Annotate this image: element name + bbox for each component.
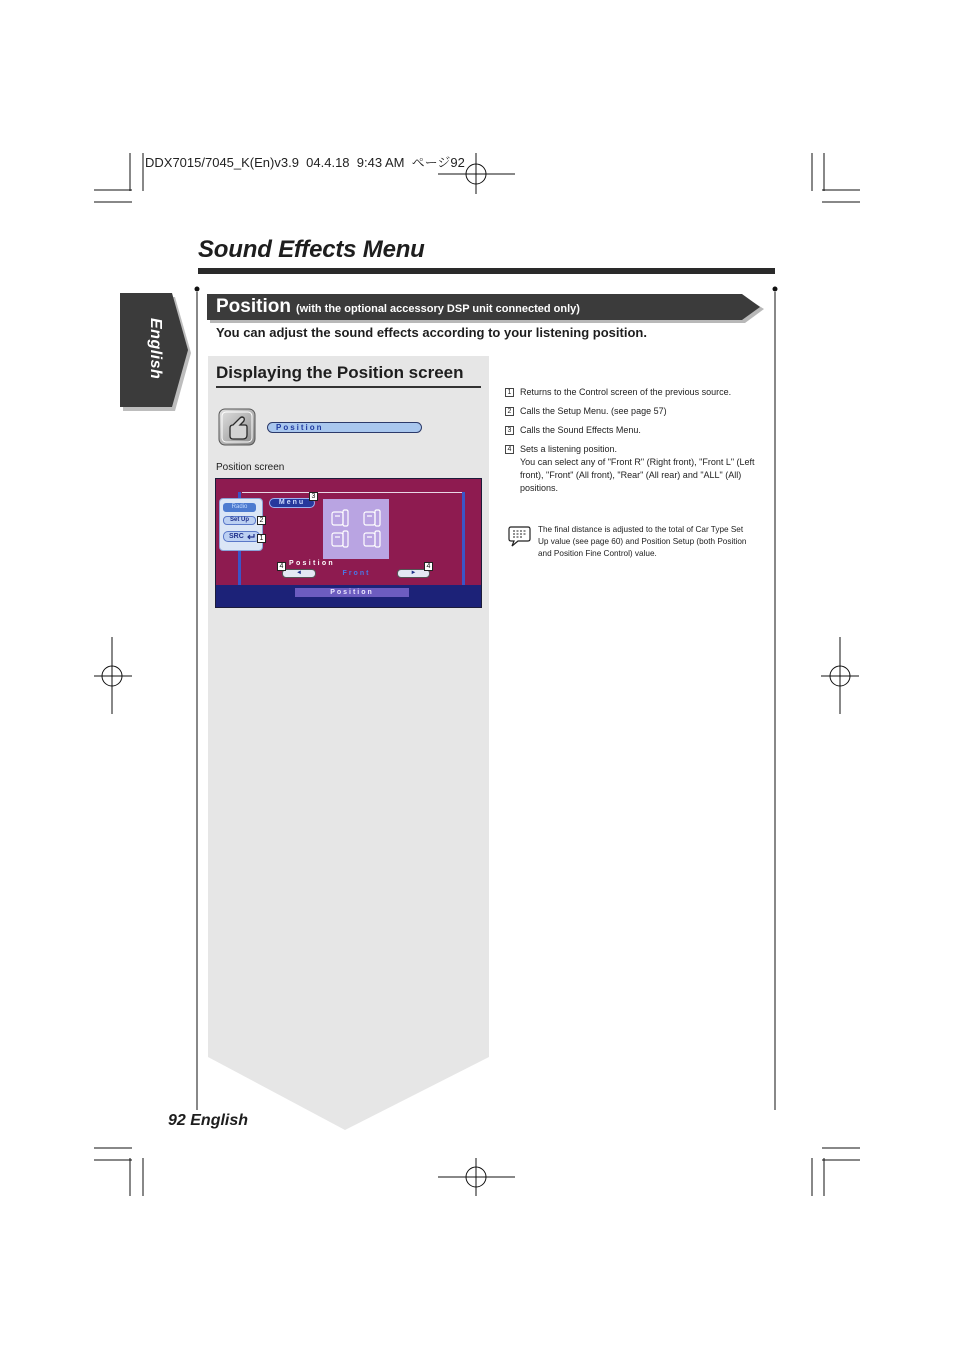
screen-right-rail [462, 492, 465, 586]
print-slug: DDX7015/7045_K(En)v3.9 04.4.18 9:43 AM ページ92 [145, 155, 465, 170]
item-number: 3 [505, 426, 514, 435]
item-number: 4 [505, 445, 514, 454]
src-button[interactable] [223, 531, 260, 542]
item-text: Returns to the Control screen of the previous source. [520, 387, 732, 397]
intro-text: You can adjust the sound effects according to your listening position. [216, 325, 647, 340]
language-tab-label: English [147, 318, 164, 380]
menu-button[interactable]: Menu [269, 498, 315, 508]
item-detail: You can select any of "Front R" (Right front), "Front L" (Left front), "Front" (All front), "Rear" (All rear) and "ALL" (All) positions. [520, 457, 755, 493]
list-item [505, 424, 760, 437]
item-text: Calls the Setup Menu. (see page 57) [520, 406, 667, 416]
subsection-title: Displaying the Position screen [216, 363, 464, 382]
screen-status-label: Position [295, 588, 409, 597]
item-text: Sets a listening position. [520, 444, 618, 454]
callout-4-left: 4 [277, 562, 286, 571]
position-screen [215, 478, 482, 608]
setup-button[interactable]: Set Up [223, 516, 256, 525]
callout-4-right: 4 [424, 562, 433, 571]
item-number: 1 [505, 388, 514, 397]
page-footer: 92 English [168, 1112, 249, 1129]
callout-descriptions [505, 386, 760, 501]
section-heading [216, 297, 580, 317]
position-prev-button[interactable]: ◄ [282, 569, 316, 578]
item-number: 2 [505, 407, 514, 416]
section-title: Position [216, 296, 291, 317]
radio-button[interactable]: Radio [223, 503, 256, 512]
seat-front-right-icon [364, 510, 380, 526]
note-text: The final distance is adjusted to the total of Car Type Set Up value (see page 60) and Position Setup (both Position and Position Fine Control) value. [538, 525, 747, 559]
position-button[interactable]: Position [267, 422, 422, 433]
list-item [505, 443, 760, 495]
seat-position-panel [323, 499, 389, 559]
list-item [505, 386, 760, 399]
position-value: Front [342, 570, 371, 577]
screen-caption: Position screen [216, 462, 285, 473]
position-next-button[interactable]: ► [397, 569, 430, 578]
callout-3: 3 [309, 492, 318, 501]
return-arrow-icon [246, 533, 255, 540]
subsection-rule [216, 386, 481, 388]
title-rule [198, 268, 775, 274]
list-item [505, 405, 760, 418]
touch-hand-icon [218, 408, 256, 446]
note-icon [507, 524, 532, 548]
seat-rear-left-icon [332, 531, 348, 547]
page-title: Sound Effects Menu [198, 236, 425, 263]
section-qualifier: (with the optional accessory DSP unit connected only) [295, 303, 580, 315]
position-label: Position [289, 560, 336, 567]
screen-divider [242, 492, 464, 493]
callout-1: 1 [257, 534, 266, 543]
callout-2: 2 [257, 516, 266, 525]
src-label: SRC [229, 533, 244, 540]
seat-front-left-icon [332, 510, 348, 526]
seat-rear-right-icon [364, 531, 380, 547]
item-text: Calls the Sound Effects Menu. [520, 425, 641, 435]
